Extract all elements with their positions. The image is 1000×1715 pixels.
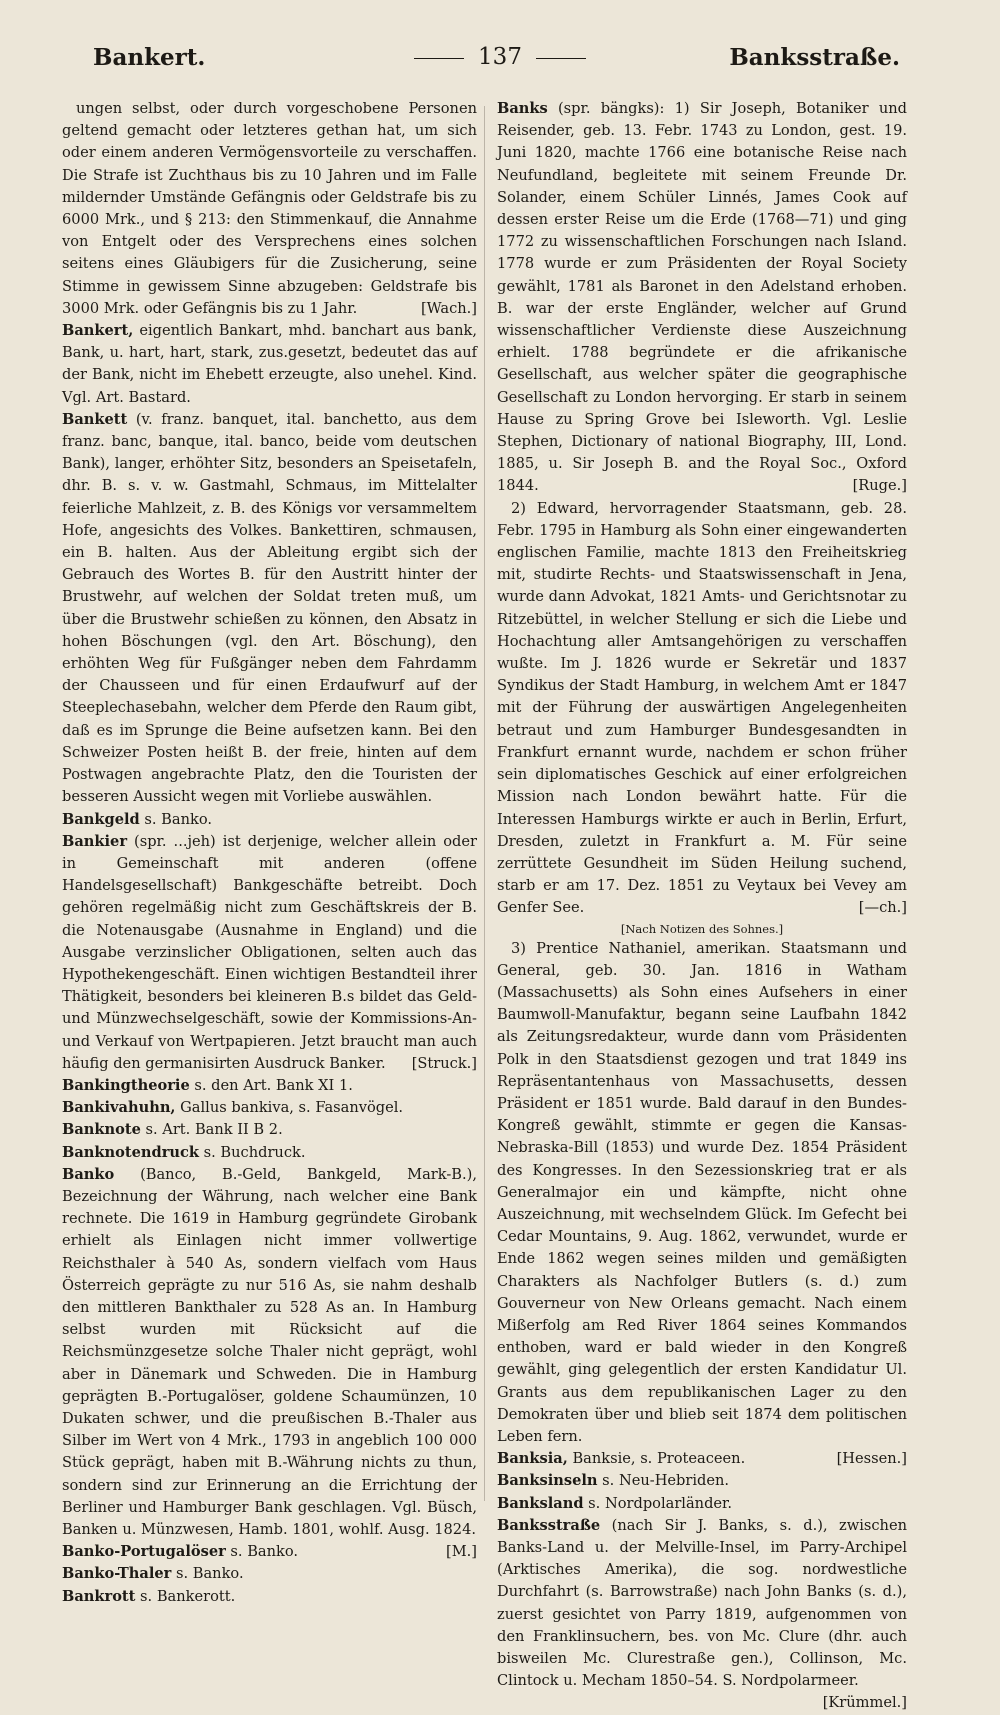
entry-text: s. Bankerott. [135, 1587, 236, 1605]
dictionary-entry [497, 1515, 907, 1712]
entry-text: ungen selbst, oder durch vorgeschobene Personen geltend gemacht oder letzteres gethan hat, um sich oder einem anderen Vermögensvorteile zu verschaffen. Die Strafe ist Zuchthaus bis zu 10 Jahren und im Falle mildernder Umstände Gefängnis oder Geldstrafe bis zu 6000 Mrk., und § 213: den Stimmenkauf, die Annahme von Entgelt oder des Versprechens eines solchen seitens eines Gläubigers für die Zusicherung, seine Stimme in gewissem Sinne abzugeben: Geldstrafe bis 3000 Mrk. oder Gefängnis bis zu 1 Jahr. [62, 100, 477, 317]
entry-author-signature: [Struck.] [411, 1054, 477, 1072]
entry-headword: Banknotendruck [62, 1143, 199, 1161]
entry-headword: Banksia, [497, 1450, 568, 1468]
entry-text: 2) Edward, hervorragender Staatsmann, geb. 28. Febr. 1795 in Hamburg als Sohn einer eingewanderten englischen Familie, machte 1813 den Freiheitskrieg mit, studirte Rechts- und Staatswissenschaft in Jena, wurde dann Advokat, 1821 Amts- und Gerichtsnotar zu Ritzebüttel, in welcher Stellung er sich die Liebe und Hochachtung aller Amtsangehörigen zu verschaffen wußte. Im J. 1826 wurde er Sekretär und 1837 Syndikus der Stadt Hamburg, in welchem Amt er 1847 mit der Führung der auswärtigen Angelegenheiten betraut und zum Hamburger Bundesgesandten in Frankfurt ernannt wurde, nachdem er schon früher sein diplomatisches Geschick auf einer erfolgreichen Mission nach London bewährt hatte. Für die Interessen Hamburgs wirkte er auch in Berlin, Erfurt, Dresden, zuletzt in Frankfurt a. M. Für seine zerrüttete Gesundheit im Süden Heilung suchend, starb er am 17. Dez. 1851 zu Veytaux bei Vevey am Genfer See. [497, 499, 907, 917]
entry-author-signature: [Hessen.] [836, 1450, 907, 1468]
dash-right [536, 58, 586, 59]
entry-text: s. Banko. [225, 1543, 299, 1561]
entry-text: s. Buchdruck. [199, 1143, 306, 1161]
dictionary-entry [62, 1563, 477, 1585]
entry-text: (v. franz. banquet, ital. banchetto, aus dem franz. banc, banque, ital. banco, beide vom deutschen Bank), langer, erhöhter Sitz, besonders an Speisetafeln, dhr. B. s. v. w. Gastmahl, Schmaus, im Mittelalter feierliche Mahlzeit, z. B. des Königs vor versammeltem Hofe, angesichts des Volkes. Bankettiren, schmausen, ein B. halten. Aus der Ableitung ergibt sich der Gebrauch des Wortes B. für den Austritt hinter der Brustwehr, auf welchen der Soldat treten muß, um über die Brustwehr schießen zu können, den Absatz in hohen Böschungen (vgl. den Art. Böschung), den erhöhten Weg für Fußgänger neben dem Fahrdamm der Chausseen und für einen Erdaufwurf auf der Steeplechasebahn, welcher dem Pferde den Raum gibt, daß es im Sprunge die Beine aufsetzen kann. Bei den Schweizer Posten heißt B. der freie, hinten auf dem Postwagen angebrachte Platz, den die Touristen der besseren Aussicht wegen mit Vorliebe auswählen. [62, 410, 477, 806]
entry-text: s. den Art. Bank XI 1. [189, 1076, 353, 1094]
dash-left [414, 58, 464, 59]
entry-text: (nach Sir J. Banks, s. d.), zwischen Banks-Land u. der Melville-Insel, im Parry-Archipel (Arktisches Amerika), die sog. nordwestliche Durchfahrt (s. Barrowstraße) nach John Banks (s. d.), zuerst gesichtet von Parry 1819, aufgenommen von den Franklinsuchern, bes. von Mc. Clure (dhr. auch bisweilen Mc. Clurestraße gen.), Collinson, Mc. Clintock u. Mecham 1850–54. S. Nordpolarmeer. [497, 1516, 907, 1690]
dictionary-entry [62, 98, 477, 320]
entry-headword: Banksstraße [497, 1516, 601, 1534]
entry-headword: Banks [497, 100, 548, 117]
page-number-text: 137 [478, 44, 522, 70]
entry-headword: Bankingtheorie [62, 1076, 190, 1094]
left-column [62, 98, 477, 1608]
column-divider [484, 106, 485, 1501]
dictionary-entry [497, 1493, 907, 1515]
dictionary-entry [497, 98, 907, 498]
entry-headword: Banko-Thaler [62, 1565, 172, 1583]
page-header [0, 44, 1000, 84]
entry-headword: Bankert, [62, 322, 134, 340]
dictionary-entry [62, 809, 477, 831]
dictionary-entry [62, 1075, 477, 1097]
entry-headword: Bankgeld [62, 810, 140, 828]
entry-text: (spr. ...jeh) ist derjenige, welcher allein oder in Gemeinschaft mit anderen (offene Handelsgesellschaft) Bankgeschäfte betreibt. Doch gehören regelmäßig nicht zum Geschäftskreis der B. die Notenausgabe (Ausnahme in England) und die Ausgabe verzinslicher Obligationen, selten auch das Hypothekengeschäft. Einen wichtigen Bestandteil ihrer Thätigkeit, besonders bei kleineren B.s bildet das Geld- und Münzwechselgeschäft, sowie der Kommissions-An- und Verkauf von Wertpapieren. Jetzt braucht man auch häufig den germanisirten Ausdruck Banker. [62, 832, 477, 1072]
dictionary-entry [62, 1541, 477, 1563]
dictionary-entry [62, 1097, 477, 1119]
entry-text: Gallus bankiva, s. Fasanvögel. [175, 1099, 404, 1117]
dictionary-entry [62, 1142, 477, 1164]
entry-text: s. Nordpolarländer. [583, 1494, 733, 1512]
entry-text: s. Banko. [139, 810, 213, 828]
entry-headword: Banksinseln [497, 1472, 598, 1490]
dictionary-entry [62, 409, 477, 809]
entry-author-signature: [Wach.] [420, 299, 477, 317]
entry-text: eigentlich Bankart, mhd. banchart aus bank, Bank, u. hart, hart, stark, zus.gesetzt, bedeutet das auf der Bank, nicht im Ehebett erzeugte, also unehel. Kind. Vgl. Art. Bastard. [62, 322, 477, 406]
entry-headword: Bankett [62, 410, 128, 428]
dictionary-entry [62, 320, 477, 409]
header-left-catchword: Bankert. [93, 44, 206, 71]
entry-text: 3) Prentice Nathaniel, amerikan. Staatsmann und General, geb. 30. Jan. 1816 in Watham (Massachusetts) als Sohn eines Aufsehers in einer Baumwoll-Manufaktur, begann seine Laufbahn 1842 als Zeitungsredakteur, wurde dann vom Präsidenten Polk in den Staatsdienst gezogen und trat 1849 ins Repräsentantenhaus von Massachusetts, dessen Präsident er 1851 wurde. Bald darauf in den Bundes-Kongreß gewählt, stimmte er gegen die Kansas-Nebraska-Bill (1853) und wurde Dez. 1854 Präsident des Kongresses. In den Sezessionskrieg trat er als Generalmajor ein und kämpfte, nicht ohne Auszeichnung, mit wechselndem Glück. Im Gefecht bei Cedar Mountains, 9. Aug. 1862, verwundet, wurde er Ende 1862 wegen seines milden und gemäßigten Charakters als Nachfolger Butlers (s. d.) zum Gouverneur von New Orleans gemacht. Nach einem Mißerfolg am Red River 1864 seines Kommandos enthoben, ward er bald wieder in den Kongreß gewählt, ging gelegentlich der ersten Kandidatur Ul. Grants aus dem republikanischen Lager zu den Demokraten über und blieb seit 1874 dem politischen Leben fern. [497, 939, 907, 1445]
entry-headword: Banknote [62, 1121, 141, 1139]
source-note: [Nach Notizen des Sohnes.] [620, 921, 784, 936]
dictionary-entry [62, 831, 477, 1075]
right-column [497, 98, 907, 1715]
dictionary-entry [497, 1448, 907, 1470]
entry-headword: Banksland [497, 1494, 584, 1512]
entry-text: Banksie, s. Proteaceen. [567, 1450, 746, 1468]
entry-headword: Bankier [62, 832, 128, 850]
entry-text: s. Banko. [171, 1565, 244, 1583]
entry-text: s. Art. Bank II B 2. [140, 1121, 283, 1139]
dictionary-entry [62, 1119, 477, 1141]
dictionary-entry [497, 498, 907, 920]
entry-author-signature: [—ch.] [858, 899, 907, 917]
entry-text: (spr. bängks): 1) Sir Joseph, Botaniker und Reisender, geb. 13. Febr. 1743 zu London, gest. 19. Juni 1820, machte 1766 eine botanische Reise nach Neufundland, begleitete mit seinem Freunde Dr. Solander, einem Schüler Linnés, James Cook auf dessen erster Reise um die Erde (1768—71) und ging 1772 zu wissenschaftlichen Forschungen nach Island. 1778 wurde er zum Präsidenten der Royal Society gewählt, 1781 als Baronet in den Adelstand erhoben. B. war der erste Engländer, welcher auf Grund wissenschaftlicher Verdienste diese Auszeichnung erhielt. 1788 begründete er die afrikanische Gesellschaft, aus welcher später die geographische Gesellschaft zu London hervorging. Er starb in seinem Hause zu Spring Grove bei Isleworth. Vgl. Leslie Stephen, Dictionary of national Biography, III, Lond. 1885, u. Sir Joseph B. and the Royal Soc., Oxford 1844. [497, 100, 907, 495]
entry-headword: Bankrott [62, 1587, 136, 1605]
dictionary-entry [497, 938, 907, 1449]
entry-text: s. Neu-Hebriden. [597, 1472, 730, 1490]
dictionary-entry [62, 1586, 477, 1608]
entry-headword: Banko [62, 1165, 115, 1183]
entry-headword: Bankivahuhn, [62, 1099, 176, 1117]
dictionary-entry [497, 1470, 907, 1492]
entry-author-signature: [Krümmel.] [822, 1694, 907, 1712]
entry-author-signature: [M.] [446, 1543, 477, 1561]
entry-text: (Banco, B.-Geld, Bankgeld, Mark-B.), Bezeichnung der Währung, nach welcher eine Bank rechnete. Die 1619 in Hamburg gegründete Girobank erhielt als Einlagen nicht immer vollwertige Reichsthaler à 540 As, sondern vielfach vom Haus Österreich geprägte zu nur 516 As, sie nahm deshalb den mittleren Bankthaler zu 528 As an. In Hamburg selbst wurden mit Rücksicht auf die Reichsmünzgesetze solche Thaler nicht geprägt, wohl aber in Dänemark und Schweden. Die in Hamburg geprägten B.-Portugalöser, goldene Schaumünzen, 10 Dukaten schwer, und die preußischen B.-Thaler aus Silber im Wert von 4 Mrk., 1793 in angeblich 100 000 Stück geprägt, haben mit B.-Währung nichts zu thun, sondern sind zur Erinnerung an die Errichtung der Berliner und Hamburger Bank geschlagen. Vgl. Büsch, Banken u. Münzwesen, Hamb. 1801, wohlf. Ausg. 1824. [62, 1165, 477, 1538]
entry-headword: Banko-Portugalöser [62, 1543, 226, 1561]
header-right-catchword: Banksstraße. [729, 44, 900, 71]
entry-author-signature: [Ruge.] [852, 477, 907, 495]
